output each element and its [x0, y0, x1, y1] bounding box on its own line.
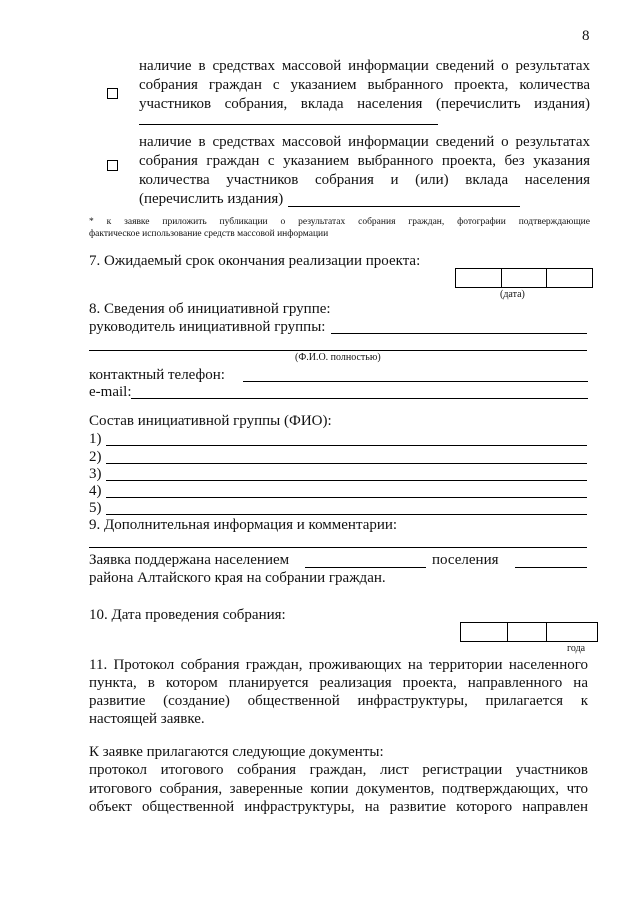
completion-date-boxes[interactable]: [455, 268, 593, 288]
option1-line-1: наличие в средствах массовой информации сведений о результатах: [139, 58, 590, 74]
phone-label: контактный телефон:: [89, 367, 225, 383]
member-number: 3): [89, 466, 102, 482]
member-number: 2): [89, 449, 102, 465]
option2-line-3: количества участников собрания и (или) вклада населения: [139, 172, 590, 188]
checkbox-media-with-count[interactable]: [107, 88, 118, 99]
supported-middle: поселения: [432, 552, 499, 568]
option1-line-2: собрания граждан с указанием выбранного проекта, количества: [139, 77, 590, 93]
option1-publications-field[interactable]: [139, 124, 438, 125]
leader-label: руководитель инициативной группы:: [89, 319, 326, 335]
option2-publications-field[interactable]: [288, 206, 520, 207]
date-cell-divider: [507, 623, 508, 641]
settlement-field[interactable]: [515, 567, 587, 568]
member-number: 4): [89, 483, 102, 499]
date-cell-divider: [501, 269, 502, 287]
leader-name-field[interactable]: [331, 333, 587, 334]
leader-name-field-continued[interactable]: [89, 350, 587, 351]
supported-prefix: Заявка поддержана населением: [89, 552, 290, 568]
composition-label: Состав инициативной группы (ФИО):: [89, 413, 332, 429]
member-2-field[interactable]: [106, 463, 587, 464]
email-label: e-mail:: [89, 384, 132, 400]
option2-line-2: собрания граждан с указанием выбранного проекта, без указания: [139, 153, 590, 169]
attachments-line-3: объект общественной инфраструктуры, на развитие которого направлен: [89, 799, 588, 815]
section8-heading: 8. Сведения об инициативной группе:: [89, 301, 331, 317]
checkbox-media-without-count[interactable]: [107, 160, 118, 171]
date-cell-divider: [546, 269, 547, 287]
section10-label: 10. Дата проведения собрания:: [89, 607, 286, 623]
attachments-heading: К заявке прилагаются следующие документы:: [89, 744, 384, 760]
phone-field[interactable]: [243, 381, 588, 382]
section11-line-1: 11. Протокол собрания граждан, проживающих на территории населенного: [89, 657, 588, 673]
member-number: 1): [89, 431, 102, 447]
section9-heading: 9. Дополнительная информация и комментарии:: [89, 517, 398, 533]
option2-line-1: наличие в средствах массовой информации сведений о результатах: [139, 134, 590, 150]
section11-line-4: настоящей заявке.: [89, 711, 205, 727]
member-4-field[interactable]: [106, 497, 587, 498]
attachments-line-1: протокол итогового собрания граждан, лист регистрации участников: [89, 762, 588, 778]
section7-date-caption: (дата): [500, 289, 525, 300]
footnote-line-2: фактическое использование средств массовой информации: [89, 229, 329, 239]
section11-line-3: развитие (создание) общественной инфраструктуры, прилагается к: [89, 693, 588, 709]
comments-field[interactable]: [89, 547, 587, 548]
member-5-field[interactable]: [106, 514, 587, 515]
member-3-field[interactable]: [106, 480, 587, 481]
section7-label: 7. Ожидаемый срок окончания реализации проекта:: [89, 253, 421, 269]
supported-count-field[interactable]: [305, 567, 426, 568]
member-1-field[interactable]: [106, 445, 587, 446]
meeting-date-boxes[interactable]: [460, 622, 598, 642]
section10-year-caption: года: [567, 643, 586, 654]
option2-line-4: (перечислить издания): [139, 191, 284, 207]
fio-caption: (Ф.И.О. полностью): [295, 352, 381, 363]
email-field[interactable]: [131, 398, 588, 399]
page-number: 8: [582, 28, 590, 44]
attachments-line-2: итогового собрания, заверенные копии документов, подтверждающих, что: [89, 781, 588, 797]
footnote-line-1: * к заявке приложить публикации о результатах собрания граждан, фотографии подтверждающие: [89, 217, 590, 227]
member-number: 5): [89, 500, 102, 516]
supported-suffix: района Алтайского края на собрании граждан.: [89, 570, 386, 586]
option1-line-3: участников собрания, вклада населения (перечислить издания): [139, 96, 590, 112]
date-cell-divider: [546, 623, 547, 641]
section11-line-2: пункта, в котором планируется реализация проекта, направленного на: [89, 675, 588, 691]
